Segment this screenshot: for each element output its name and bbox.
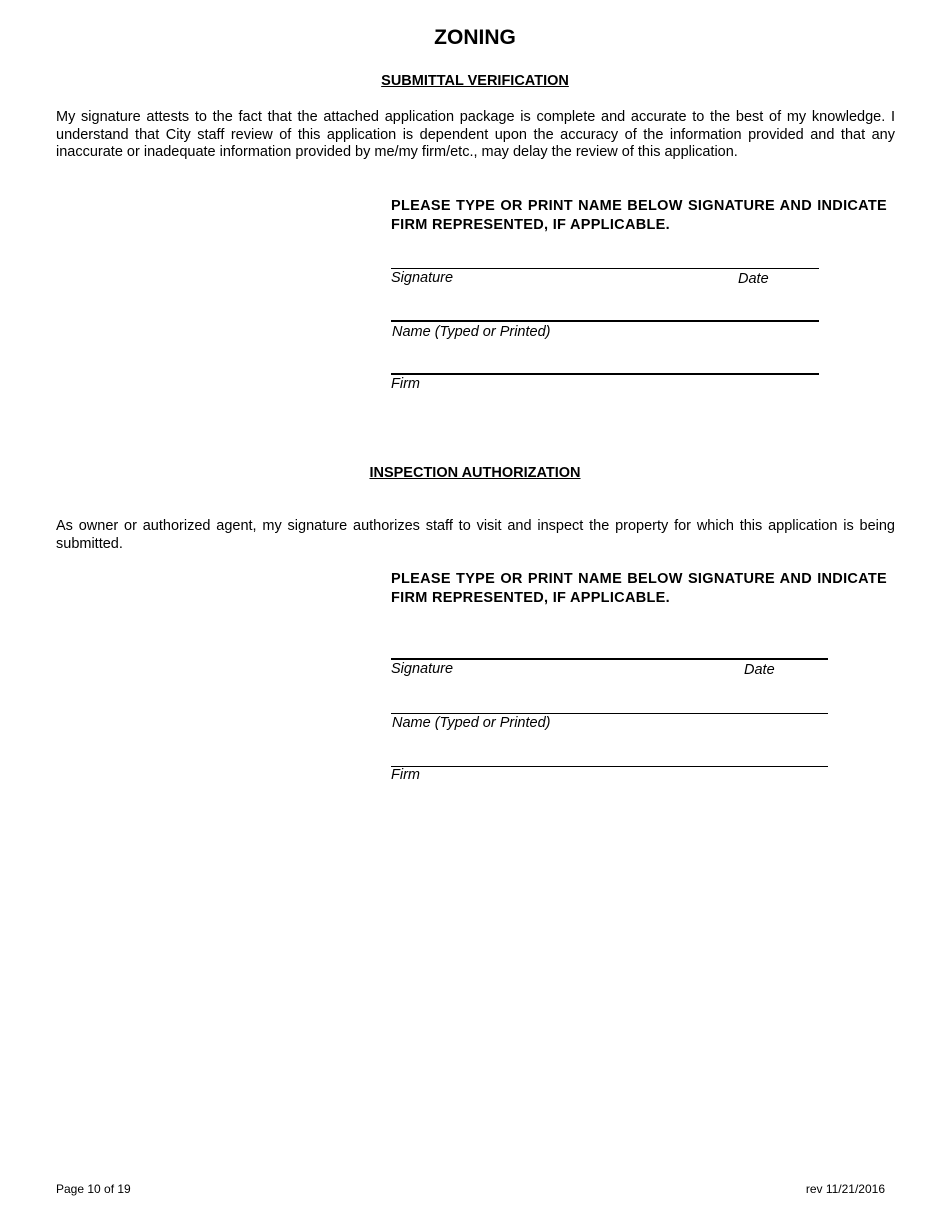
firm-line-1[interactable] [391, 373, 819, 375]
date-label-2: Date [744, 662, 775, 678]
signature-line-1[interactable] [391, 268, 819, 269]
submittal-instructions: PLEASE TYPE OR PRINT NAME BELOW SIGNATURE AND INDICATE FIRM REPRESENTED, IF APPLICABLE. [391, 198, 887, 233]
submittal-verification-heading: SUBMITTAL VERIFICATION [381, 73, 569, 89]
firm-label-2: Firm [391, 767, 420, 783]
page-number: Page 10 of 19 [56, 1182, 131, 1196]
revision-date: rev 11/21/2016 [805, 1182, 885, 1196]
page-title: ZONING [434, 26, 516, 49]
firm-label-1: Firm [391, 376, 420, 392]
firm-line-2[interactable] [391, 766, 828, 767]
name-line-2[interactable] [391, 713, 828, 714]
inspection-authorization-heading: INSPECTION AUTHORIZATION [369, 465, 581, 481]
name-label-2: Name (Typed or Printed) [392, 715, 551, 731]
submittal-verification-text: My signature attests to the fact that the attached application package is complete and accurate to the best of my knowledge. I understand that City staff review of this application is dependent upon the accuracy of the information provided and that any inaccurate or inadequate information provided by me/my firm/etc., may delay the review of this application. [56, 109, 895, 160]
name-label-1: Name (Typed or Printed) [392, 324, 551, 340]
inspection-instructions: PLEASE TYPE OR PRINT NAME BELOW SIGNATURE AND INDICATE FIRM REPRESENTED, IF APPLICABLE. [391, 571, 887, 606]
signature-label-1: Signature [391, 270, 454, 286]
signature-line-2[interactable] [391, 658, 828, 660]
name-line-1[interactable] [391, 320, 819, 322]
date-label-1: Date [738, 271, 769, 287]
signature-label-2: Signature [391, 661, 454, 677]
inspection-authorization-text: As owner or authorized agent, my signature authorizes staff to visit and inspect the property for which this application is being submitted. [56, 518, 895, 552]
